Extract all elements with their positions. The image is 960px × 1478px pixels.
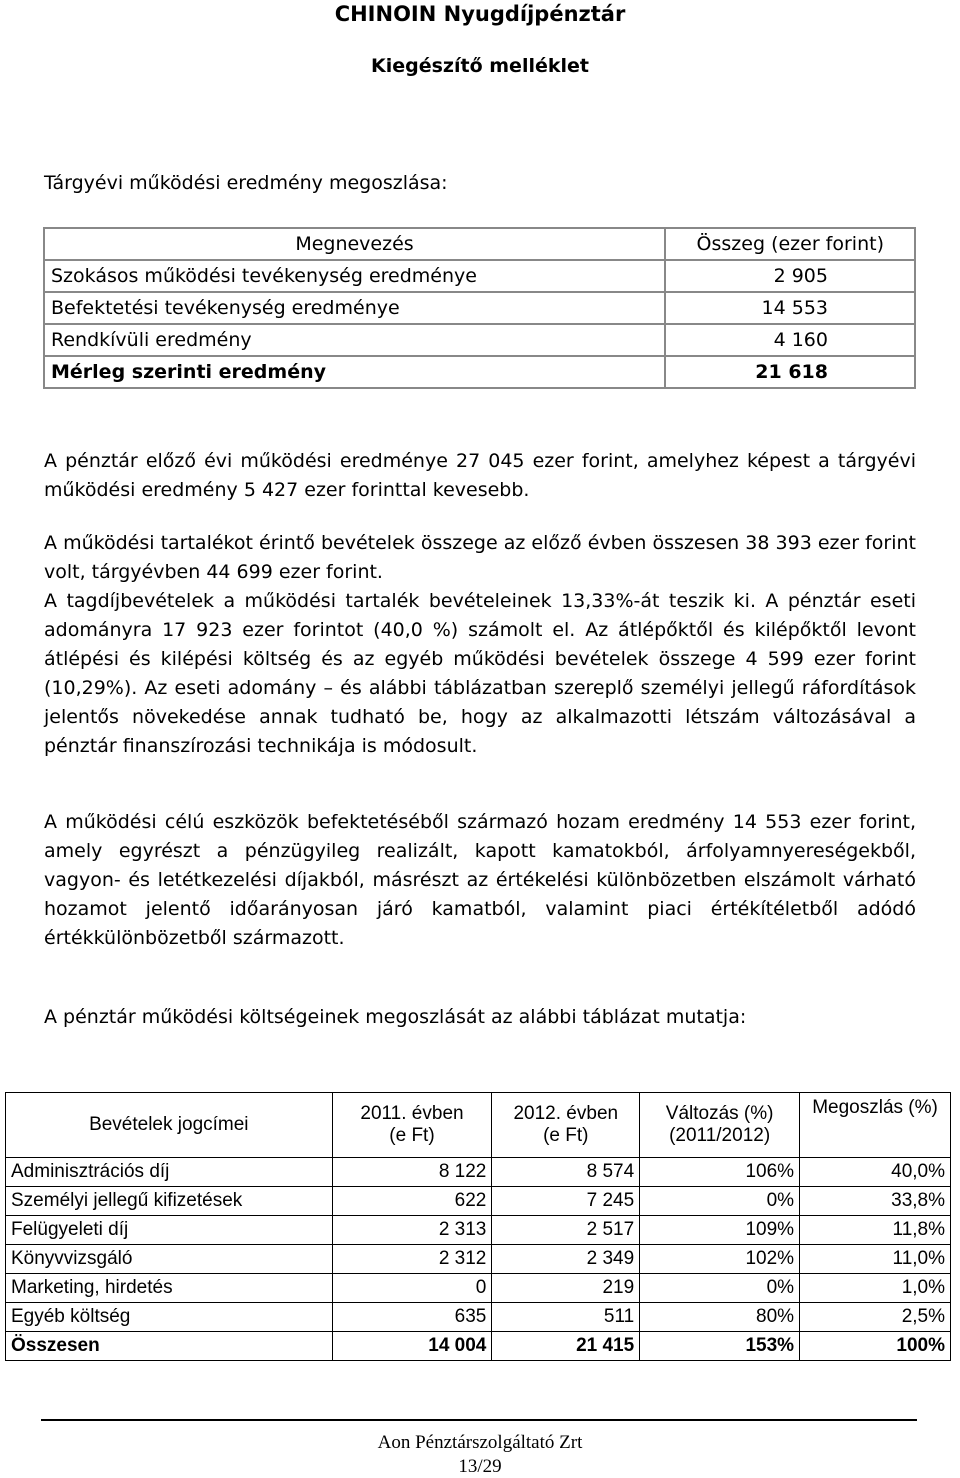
cell-2011: 635 (332, 1303, 492, 1332)
paragraph-text: A tagdíjbevételek a működési tartalék bevételeinek 13,33%-át teszik ki. A pénztár eseti adományra 17 923 ezer forintot (40,0 %) számolt el. Az átlépőktől és kilépőktől levont átlépési és kilépési költség és az egyéb működési bevételek összege 4 599 ezer forint (10,29%). Az eseti adomány – és alábbi táblázatban szereplő személyi jellegű ráfordítások jelentős növekedése annak tudható be, hogy az alkalmazotti létszám változásával a pénztár finanszírozási technikája is módosult. (44, 590, 916, 757)
table-row (6, 1187, 951, 1216)
total-value: 21 618 (665, 356, 915, 388)
paragraph-text: A működési tartalékot érintő bevételek összege az előző évben összesen 38 393 ezer forint volt, tárgyévben 44 699 ezer forint. (44, 532, 916, 583)
cell-2011: 2 313 (332, 1216, 492, 1245)
table-row (6, 1245, 951, 1274)
cell-change: 0% (640, 1274, 800, 1303)
cell-2012: 2 517 (492, 1216, 640, 1245)
header-cell: Megoszlás (%) (800, 1093, 951, 1158)
cell-change: 102% (640, 1245, 800, 1274)
table-total-row (6, 1332, 951, 1361)
row-label: Egyéb költség (6, 1303, 333, 1332)
cell-2011: 8 122 (332, 1158, 492, 1187)
total-2012: 21 415 (492, 1332, 640, 1361)
table-header-row (6, 1093, 951, 1158)
table-row (6, 1158, 951, 1187)
cell-2011: 622 (332, 1187, 492, 1216)
section-title-costs: A pénztár működési költségeinek megoszlását az alábbi táblázat mutatja: (44, 1006, 747, 1028)
total-2011: 14 004 (332, 1332, 492, 1361)
header-cell: Összeg (ezer forint) (665, 228, 915, 260)
header-cell: Bevételek jogcímei (6, 1093, 333, 1158)
header-cell: Megnevezés (44, 228, 665, 260)
paragraph-investment-yield (44, 808, 916, 953)
total-share: 100% (800, 1332, 951, 1361)
costs-table (5, 1092, 951, 1361)
table-row (44, 260, 915, 292)
total-label: Mérleg szerinti eredmény (44, 356, 665, 388)
paragraph-revenue (44, 529, 916, 761)
table-header-row (44, 228, 915, 260)
header-cell: 2012. évben (e Ft) (492, 1093, 640, 1158)
table-row (6, 1303, 951, 1332)
row-label: Rendkívüli eredmény (44, 324, 665, 356)
row-label: Felügyeleti díj (6, 1216, 333, 1245)
cell-change: 106% (640, 1158, 800, 1187)
cell-share: 11,0% (800, 1245, 951, 1274)
row-label: Befektetési tevékenység eredménye (44, 292, 665, 324)
row-label: Adminisztrációs díj (6, 1158, 333, 1187)
cell-share: 1,0% (800, 1274, 951, 1303)
footer-divider (41, 1419, 917, 1421)
cell-2012: 219 (492, 1274, 640, 1303)
cell-share: 33,8% (800, 1187, 951, 1216)
cell-share: 40,0% (800, 1158, 951, 1187)
table-row (44, 292, 915, 324)
document-subtitle: Kiegészítő melléklet (371, 55, 589, 77)
table-total-row (44, 356, 915, 388)
row-label: Szokásos működési tevékenység eredménye (44, 260, 665, 292)
cell-2012: 8 574 (492, 1158, 640, 1187)
header-cell: Változás (%) (2011/2012) (640, 1093, 800, 1158)
cell-2012: 2 349 (492, 1245, 640, 1274)
section-title-result: Tárgyévi működési eredmény megoszlása: (44, 172, 448, 194)
paragraph-previous-year (44, 447, 916, 505)
row-value: 4 160 (665, 324, 915, 356)
cell-2011: 2 312 (332, 1245, 492, 1274)
header-cell: 2011. évben (e Ft) (332, 1093, 492, 1158)
page-number: 13/29 (458, 1456, 502, 1477)
footer-company: Aon Pénztárszolgáltató Zrt (377, 1432, 583, 1453)
table-row (6, 1274, 951, 1303)
paragraph-text: A pénztár előző évi működési eredménye 27 045 ezer forint, amelyhez képest a tárgyévi működési eredmény 5 427 ezer forinttal kevesebb. (44, 450, 916, 501)
cell-change: 80% (640, 1303, 800, 1332)
cell-share: 2,5% (800, 1303, 951, 1332)
row-value: 2 905 (665, 260, 915, 292)
cell-2012: 511 (492, 1303, 640, 1332)
cell-2012: 7 245 (492, 1187, 640, 1216)
table-row (44, 324, 915, 356)
table-row (6, 1216, 951, 1245)
paragraph-text: A működési célú eszközök befektetéséből származó hozam eredmény 14 553 ezer forint, amely egyrészt a pénzügyileg realizált, kapott kamatokból, árfolyamnyereségekből, vagyon- és letétkezelési díjakból, másrészt az értékelési különbözetben elszámolt várható hozamot jelentő időarányosan járó kamatból, valamint piaci értékítéletből adódó értékkülönbözetből származott. (44, 811, 916, 949)
result-table (43, 227, 916, 389)
cell-2011: 0 (332, 1274, 492, 1303)
document-title: CHINOIN Nyugdíjpénztár (334, 2, 626, 26)
total-change: 153% (640, 1332, 800, 1361)
cell-change: 109% (640, 1216, 800, 1245)
row-value: 14 553 (665, 292, 915, 324)
row-label: Személyi jellegű kifizetések (6, 1187, 333, 1216)
row-label: Marketing, hirdetés (6, 1274, 333, 1303)
total-label: Összesen (6, 1332, 333, 1361)
cell-share: 11,8% (800, 1216, 951, 1245)
row-label: Könyvvizsgáló (6, 1245, 333, 1274)
cell-change: 0% (640, 1187, 800, 1216)
